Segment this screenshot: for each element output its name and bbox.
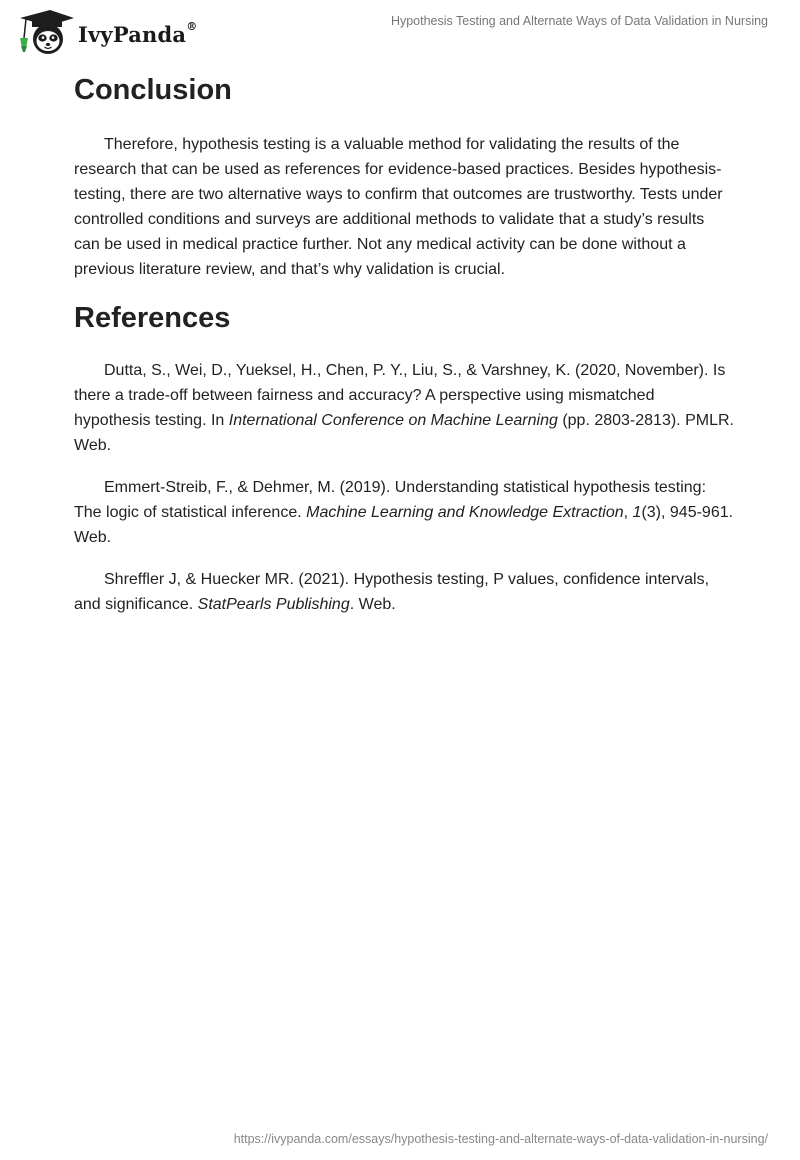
registered-mark: ® <box>186 20 198 33</box>
references-heading: References <box>74 302 231 334</box>
reference-item: Dutta, S., Wei, D., Yueksel, H., Chen, P. Y., Liu, S., & Varshney, K. (2020, November). Is there a trade-off between fairness and accuracy? A perspective using mismatched hypothesis testing. In International Conference on Machine Learning (pp. 2803-2813). PMLR. Web. <box>74 362 734 454</box>
page-header <box>0 0 800 60</box>
panda-graduate-icon <box>14 8 76 56</box>
ivypanda-logo[interactable] <box>14 8 214 56</box>
logo-wordmark: IvyPanda® <box>78 20 198 47</box>
reference-item: Shreffler J, & Huecker MR. (2021). Hypothesis testing, P values, confidence intervals, and significance. StatPearls Publishing. Web. <box>74 571 710 613</box>
document-body <box>74 68 734 634</box>
conclusion-heading: Conclusion <box>74 74 232 106</box>
running-title: Hypothesis Testing and Alternate Ways of Data Validation in Nursing <box>390 14 768 28</box>
conclusion-paragraph: Therefore, hypothesis testing is a valuable method for validating the results of the research that can be used as references for evidence-based practices. Besides hypothesis-testing, there are two alternative ways to confirm that outcomes are trustworthy. Tests under controlled conditions and surveys are additional methods to validate that a study’s results can be used in medical practice further. Not any medical activity can be done without a previous literature review, and that’s why validation is crucial. <box>74 136 723 278</box>
reference-item: Emmert-Streib, F., & Dehmer, M. (2019). Understanding statistical hypothesis testing: The logic of statistical inference. Machine Learning and Knowledge Extraction, 1(3), 945-961. Web. <box>74 479 734 546</box>
reference-list <box>74 358 734 617</box>
source-url[interactable]: https://ivypanda.com/essays/hypothesis-testing-and-alternate-ways-of-data-validation-in-nursing/ <box>233 1132 768 1146</box>
